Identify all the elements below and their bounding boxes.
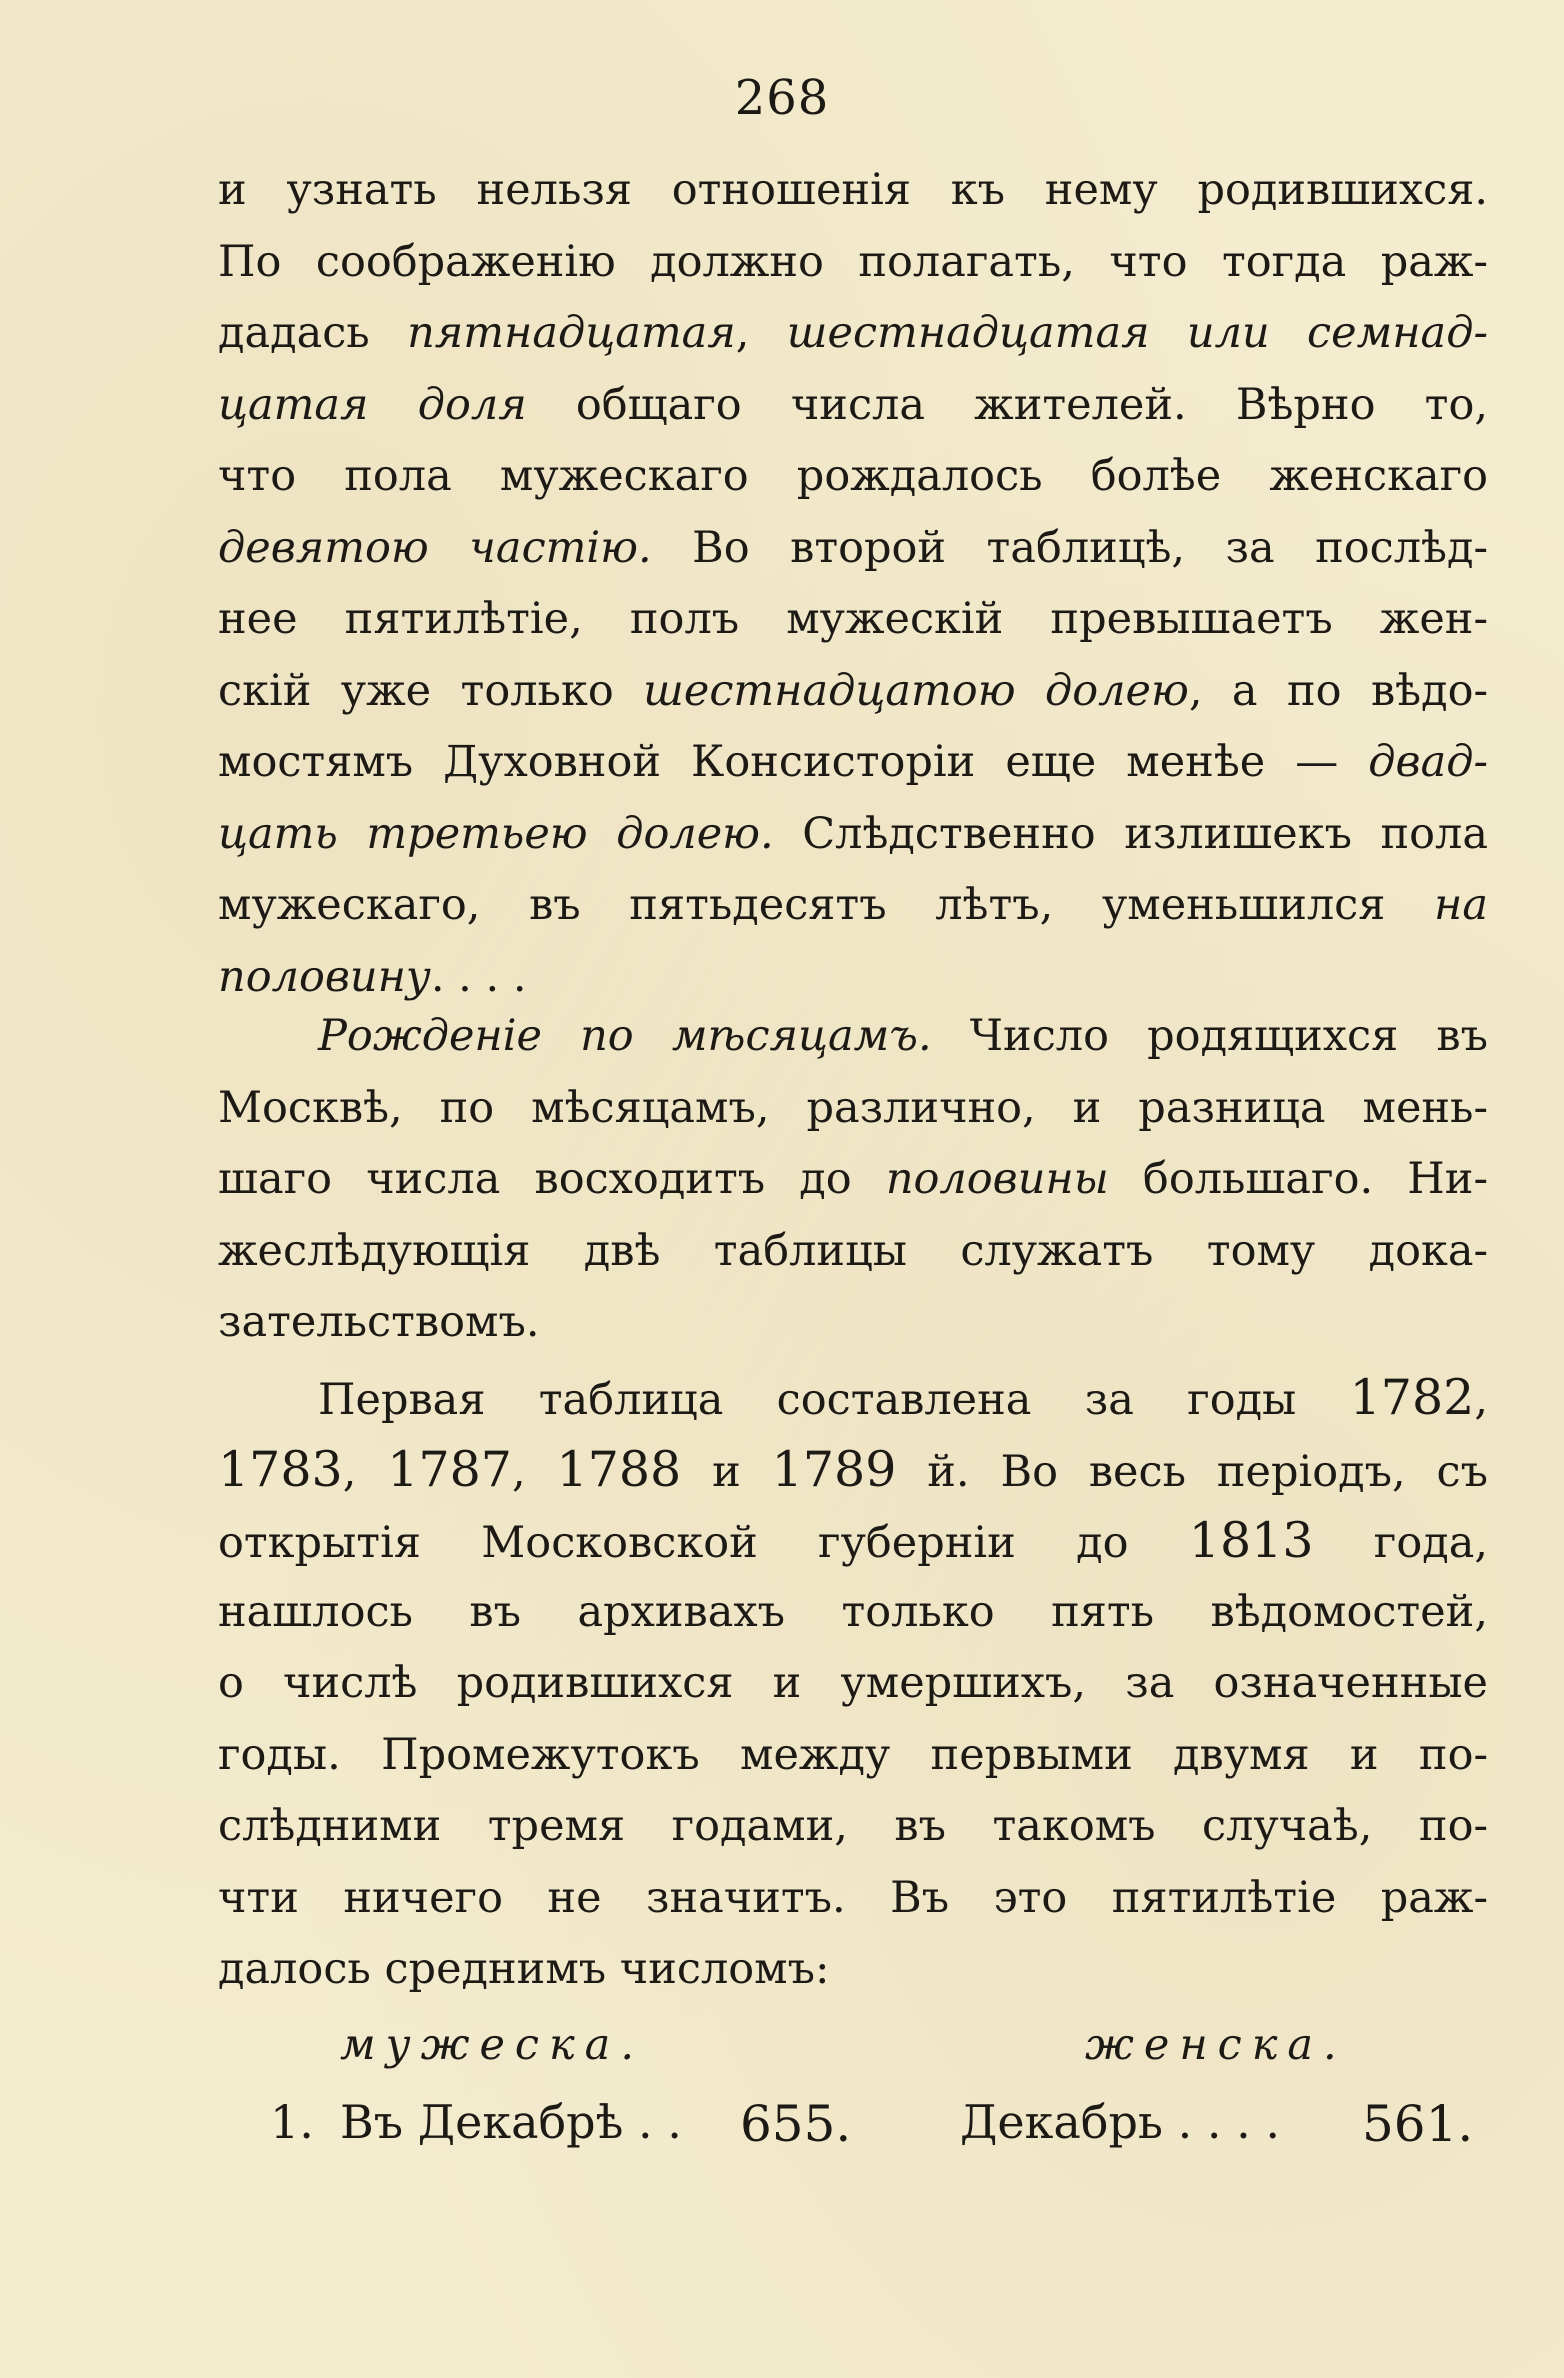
text-line: девятою частію. Во второй таблицѣ, за послѣд- [218,522,1488,573]
paragraph-births-by-month [218,1001,1488,1359]
italic-phrase: шестнадцатою долею [643,665,1189,716]
text-line: 1783, 1787, 1788 и 1789 й. Во весь періодъ, съ [218,1440,1488,1498]
text-line: слѣдними тремя годами, въ такомъ случаѣ, по- [218,1801,1488,1851]
text-line: скій уже только шестнадцатою долею, а по вѣдо- [218,665,1488,716]
paragraph-population-ratio [218,155,1488,1013]
text-line: шаго числа восходитъ до половины большаго. Ни- [218,1154,1488,1204]
page-number: 268 [734,70,830,126]
row-month-label-male: Въ Декабрѣ . . [340,2095,682,2149]
text-line: цатая доля общаго числа жителей. Вѣрно то, [218,379,1489,430]
column-header-female: женска. [1085,2020,1347,2070]
text-line: дадась пятнадцатая, шестнадцатая или семнад- [218,308,1488,358]
year-number: 1783 [218,1440,343,1498]
text-line: и узнать нельзя отношенія къ нему родившихся. [218,165,1488,215]
text-line: далось среднимъ числомъ: [218,1944,830,1994]
row-index: 1. [270,2095,314,2149]
italic-phrase: шестнадцатая или семнад- [786,308,1488,358]
column-header-male: мужеска. [340,2020,644,2070]
text-line: Первая таблица составлена за годы 1782, [318,1369,1488,1426]
year-number: 1813 [1188,1512,1314,1569]
text-line: открытія Московской губерніи до 1813 года, [218,1512,1489,1569]
year-number: 1789 [771,1440,897,1498]
italic-phrase: двад- [1368,737,1488,787]
text-line: половину. . . . [218,951,527,1002]
text-line: зательствомъ. [218,1297,540,1347]
row-male-count: 655. [740,2095,852,2153]
year-number: 1788 [556,1440,682,1498]
text-line: жеслѣдующія двѣ таблицы служатъ тому дока- [218,1225,1488,1276]
italic-phrase: цатая доля [218,379,527,430]
text-line: чти ничего не значитъ. Въ это пятилѣтіе раж- [218,1872,1488,1923]
text-line: нашлось въ архивахъ только пять вѣдомостей, [218,1586,1488,1637]
text-line: что пола мужескаго рождалось болѣе женскаго [218,451,1488,501]
italic-phrase: половину [218,951,431,1002]
text-line: мостямъ Духовной Консисторіи еще менѣе — двад- [218,737,1488,787]
text-line: о числѣ родившихся и умершихъ, за означенные [218,1658,1488,1708]
text-line: мужескаго, въ пятьдесятъ лѣтъ, уменьшился на [218,880,1488,930]
text-line: Москвѣ, по мѣсяцамъ, различно, и разница мень- [218,1082,1488,1133]
italic-phrase: цать третьею долею. [218,808,774,859]
text-line: Рожденіе по мѣсяцамъ. Число родящихся въ [318,1011,1489,1061]
paragraph-first-table [218,1362,1488,2006]
table-header [0,2020,1564,2090]
text-line: цать третьею долею. Слѣдственно излишекъ пола [218,808,1489,859]
italic-phrase: Рожденіе по мѣсяцамъ. [318,1011,932,1061]
year-number: 1782 [1349,1369,1475,1426]
year-number: 1787 [387,1440,512,1498]
italic-phrase: на [1434,880,1488,930]
italic-phrase: половины [885,1154,1109,1204]
italic-phrase: девятою частію. [218,522,652,573]
text-line: нее пятилѣтіе, полъ мужескій превышаетъ жен- [218,594,1488,644]
text-line: По соображенію должно полагать, что тогда раж- [218,236,1488,287]
row-female-count: 561. [1362,2095,1474,2153]
row-month-label-female: Декабрь . . . . [960,2095,1280,2149]
italic-phrase: пятнадцатая [407,308,736,358]
table-row [0,2095,1564,2175]
text-line: годы. Промежутокъ между первыми двумя и по- [218,1729,1488,1780]
